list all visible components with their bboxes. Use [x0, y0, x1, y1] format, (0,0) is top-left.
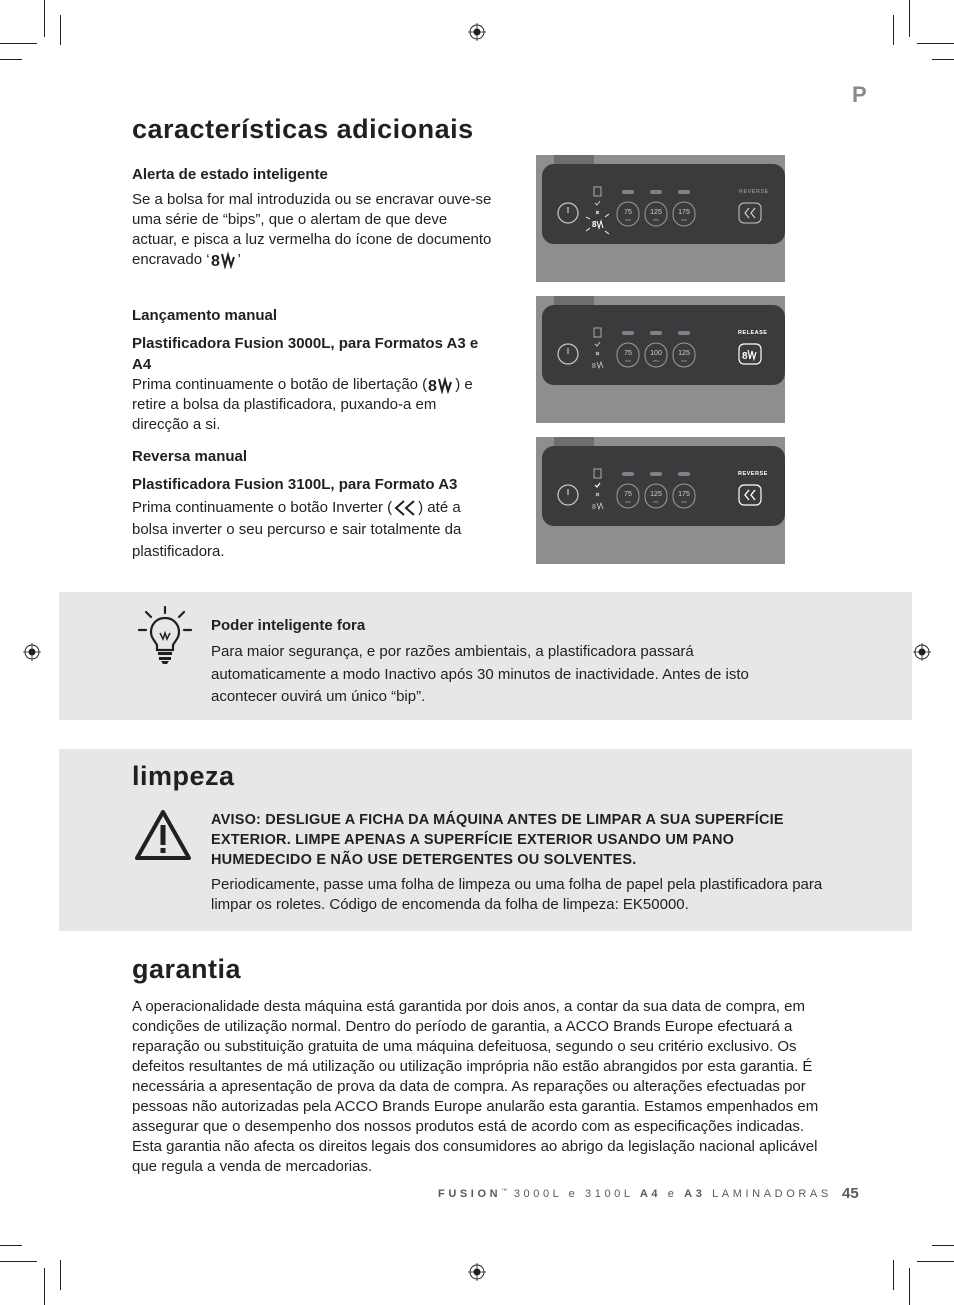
- registration-mark-icon: [23, 643, 41, 661]
- panel-button-label: RELEASE: [738, 330, 768, 336]
- warranty-title: garantia: [132, 954, 242, 984]
- temp-label: 125: [678, 350, 690, 357]
- temp-unit: mic: [681, 500, 687, 504]
- temp-label: 175: [678, 491, 690, 498]
- panel-button-label: REVERSE: [738, 471, 768, 477]
- control-panel-reverse-jam: [536, 155, 785, 282]
- registration-mark-icon: [468, 1263, 486, 1281]
- features-title: características adicionais: [132, 114, 474, 144]
- temp-label: 125: [650, 209, 662, 216]
- temp-unit: mic: [625, 218, 631, 222]
- temp-label: 75: [624, 209, 632, 216]
- temp-unit: mic: [653, 359, 659, 363]
- control-panel-reverse: [536, 437, 785, 564]
- temp-unit: mic: [625, 500, 631, 504]
- temp-label: 75: [624, 350, 632, 357]
- temp-label: 75: [624, 491, 632, 498]
- jam-document-icon: [427, 376, 455, 394]
- manual-reverse-subheading: Plastificadora Fusion 3100L, para Formato A3: [132, 476, 458, 493]
- registration-mark-icon: [468, 23, 486, 41]
- warning-triangle-icon: [134, 809, 192, 861]
- svg-text:8: 8: [592, 504, 596, 511]
- manual-release-subheading: Plastificadora Fusion 3000L, para Formatos A3 e A4: [132, 335, 479, 373]
- smart-power-text: Para maior segurança, e por razões ambientais, a plastificadora passará automaticamente a modo Inactivo após 30 minutos de inactividade. Antes de isto acontecer ouvirá um único “bip”.: [211, 643, 749, 705]
- temp-unit: mic: [653, 500, 659, 504]
- temp-label: 100: [650, 350, 662, 357]
- svg-text:8: 8: [428, 378, 438, 395]
- temp-unit: mic: [625, 359, 631, 363]
- temp-unit: mic: [681, 359, 687, 363]
- lightbulb-icon: [138, 606, 192, 664]
- manual-reverse-text: Prima continuamente o botão Inverter ( ) até a bolsa inverter o seu percurso e sair totalmente da plastificadora.: [132, 499, 462, 560]
- page-number: 45: [842, 1185, 859, 1202]
- smart-alert-text: Se a bolsa for mal introduzida ou se encravar ouve-se uma série de “bips”, que o alertam de que deve actuar, e pisca a luz vermelha do ícone de documento encravado ‘ 8 ’: [132, 191, 492, 270]
- manual-reverse-heading: Reversa manual: [132, 448, 248, 465]
- panel-button-label: REVERSE: [739, 189, 769, 195]
- temp-label: 125: [650, 491, 662, 498]
- cleaning-title: limpeza: [132, 761, 235, 791]
- footer-product-line: FUSION™ 3000L e 3100L A4 e A3 LAMINADORAS: [438, 1188, 832, 1200]
- smart-power-heading: Poder inteligente fora: [211, 617, 366, 634]
- manual-release-text: Prima continuamente o botão de libertação ( 8 ) e retire a bolsa da plastificadora, puxando-a em direcção a si.: [132, 376, 473, 433]
- registration-mark-icon: [913, 643, 931, 661]
- svg-text:8: 8: [592, 363, 596, 370]
- temp-label: 175: [678, 209, 690, 216]
- manual-release-heading: Lançamento manual: [132, 307, 278, 324]
- svg-text:8: 8: [592, 220, 597, 229]
- temp-unit: mic: [653, 218, 659, 222]
- temp-unit: mic: [681, 218, 687, 222]
- cleaning-warning: AVISO: DESLIGUE A FICHA DA MÁQUINA ANTES DE LIMPAR A SUA SUPERFÍCIE EXTERIOR. LIMPE APENAS A SUPERFÍCIE EXTERIOR USANDO UM PANO HUMEDECIDO E NÃO USE DETERGENTES OU SOLVENTES.: [211, 812, 784, 868]
- cleaning-text: Periodicamente, passe uma folha de limpeza ou uma folha de papel pela plastificadora para limpar os roletes. Código de encomenda da folha de limpeza: EK50000.: [211, 876, 823, 913]
- language-tab: P: [852, 82, 867, 107]
- svg-text:8: 8: [210, 253, 220, 270]
- jam-document-icon: [210, 251, 238, 269]
- warranty-text: A operacionalidade desta máquina está garantida por dois anos, a contar da sua data de compra, em condições de utilização normal. Dentro do período de garantia, a ACCO Brands Europe efectuará a reparação ou substituição gratuita de uma máquina defeituosa, segundo o seu critério exclusivo. Os defeitos resultantes de má utilização ou utilização imprópria não estão abrangidos por esta garantia. É necessária a apresentação de prova da data de compra. As reparações ou alterações efectuadas por pessoas não autorizadas pela ACCO Brands Europe anularão esta garantia. Estamos empenhados em assegurar que o desempenho dos nossos produtos está de acordo com as especificações indicadas. Esta garantia não afecta os direitos legais dos consumidores ao abrigo da legislação nacional aplicável que regula a venda de mercadorias.: [132, 998, 819, 1175]
- reverse-arrows-icon: [392, 498, 418, 518]
- svg-text:8: 8: [742, 351, 748, 362]
- control-panel-release: [536, 296, 785, 423]
- smart-alert-heading: Alerta de estado inteligente: [132, 166, 328, 183]
